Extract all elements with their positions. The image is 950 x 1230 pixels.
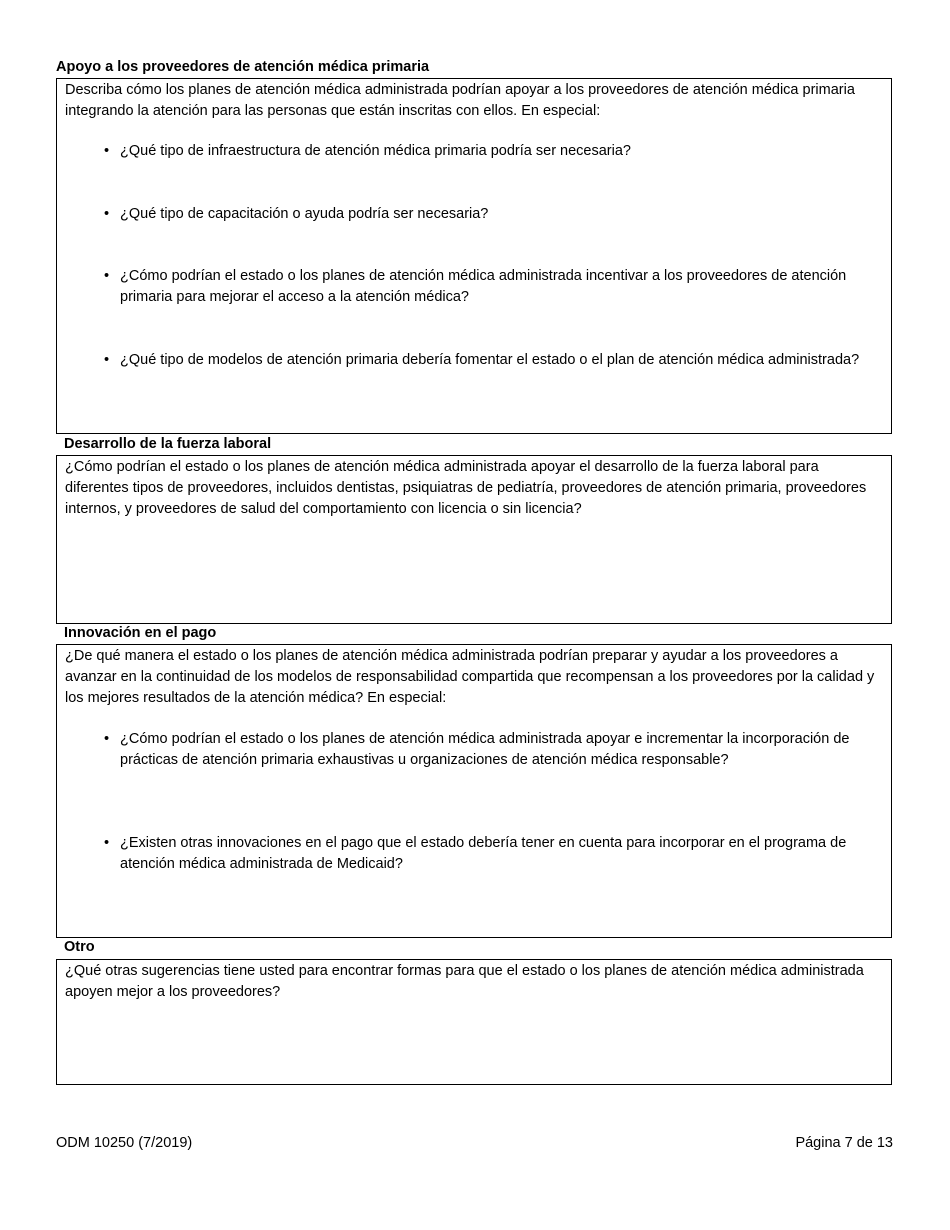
section-title-primary-care: Apoyo a los proveedores de atención médica primaria: [56, 59, 430, 75]
list-item: • ¿Existen otras innovaciones en el pago que el estado debería tener en cuenta para incorporar en el programa de atención médica administrada de Medicaid?: [120, 833, 883, 875]
section-title-workforce: Desarrollo de la fuerza laboral: [64, 436, 272, 452]
list-item: • ¿Qué tipo de modelos de atención primaria debería fomentar el estado o el plan de atención médica administrada?: [120, 350, 883, 371]
list-item: • ¿Cómo podrían el estado o los planes de atención médica administrada apoyar e incrementar la incorporación de prácticas de atención primaria exhaustivas u organizaciones de atención médica responsable?: [120, 729, 883, 771]
question-text: ¿Qué otras sugerencias tiene usted para encontrar formas para que el estado o los planes de atención médica administrada apoyen mejor a los proveedores?: [65, 963, 864, 1000]
section-title-payment-innovation: Innovación en el pago: [64, 625, 217, 641]
response-box-other[interactable]: [56, 959, 892, 1085]
page-number: Página 7 de 13: [795, 1135, 893, 1151]
list-item: • ¿Cómo podrían el estado o los planes de atención médica administrada incentivar a los proveedores de atención primaria para mejorar el acceso a la atención médica?: [120, 266, 883, 308]
section-title-other: Otro: [64, 939, 95, 955]
response-box-payment-innovation[interactable]: [56, 644, 892, 938]
response-box-workforce[interactable]: [56, 455, 892, 624]
question-text: Describa cómo los planes de atención médica administrada podrían apoyar a los proveedores de atención médica primaria integrando la atención para las personas que están inscritas con ellos. En especial:: [65, 82, 855, 119]
question-text: ¿Cómo podrían el estado o los planes de atención médica administrada apoyar el desarrollo de la fuerza laboral para diferentes tipos de proveedores, incluidos dentistas, psiquiatras de pediatría, proveedores de atención primaria, proveedores internos, y proveedores de salud del comportamiento con licencia o sin licencia?: [65, 459, 867, 517]
list-item: • ¿Qué tipo de infraestructura de atención médica primaria podría ser necesaria?: [120, 141, 883, 162]
question-text: ¿De qué manera el estado o los planes de atención médica administrada podrían preparar y ayudar a los proveedores a avanzar en la continuidad de los modelos de responsabilidad compartida que recompensan a los proveedores por la calidad y los mejores resultados de la atención médica? En especial:: [65, 648, 875, 706]
response-box-primary-care[interactable]: [56, 78, 892, 434]
list-item: • ¿Qué tipo de capacitación o ayuda podría ser necesaria?: [120, 204, 883, 225]
form-id: ODM 10250 (7/2019): [56, 1135, 193, 1151]
